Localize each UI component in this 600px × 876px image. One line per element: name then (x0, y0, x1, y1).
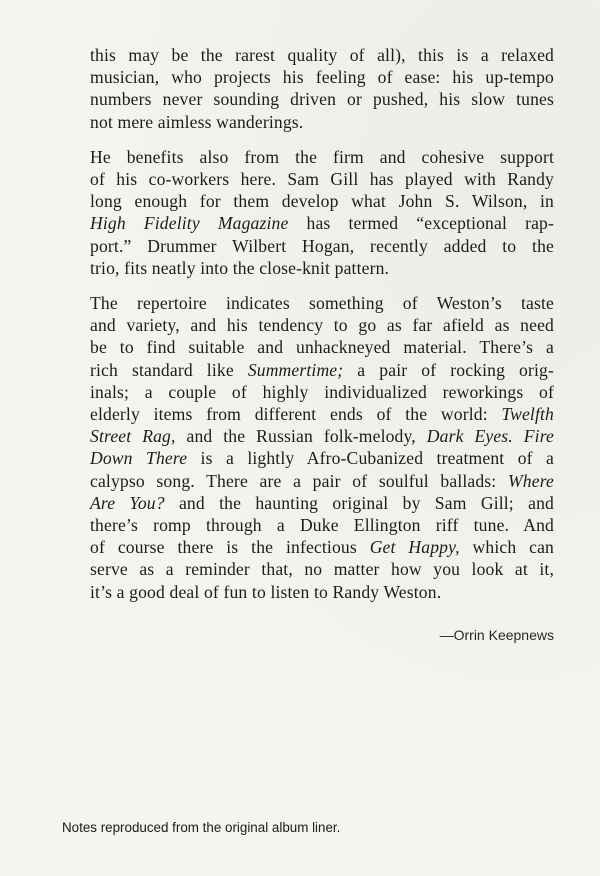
text-line: Street Rag, and the Russian folk-melody, Dark Eyes. Fire (90, 426, 555, 447)
text-line: not mere aimless wanderings. (90, 111, 304, 132)
liner-notes-body (90, 44, 554, 616)
text-line: there’s romp through a Duke Ellington riff tune. And (90, 515, 554, 536)
text-line: Are You? and the haunting original by Sam Gill; and (90, 492, 554, 513)
text-line: serve as a reminder that, no matter how you look at it, (90, 559, 554, 580)
text-line: be to find suitable and unhackneyed material. There’s a (90, 337, 554, 358)
text-line: calypso song. There are a pair of soulful ballads: Where (90, 470, 554, 491)
text-line: of his co-workers here. Sam Gill has played with Randy (90, 169, 554, 190)
text-line: Down There is a lightly Afro-Cubanized treatment of a (90, 448, 555, 469)
text-line: this may be the rarest quality of all), this is a relaxed (90, 45, 554, 65)
author-signature: —Orrin Keepnews (439, 627, 554, 643)
text-line: He benefits also from the firm and cohesive support (90, 146, 554, 167)
text-line: elderly items from different ends of the world: Twelfth (90, 404, 554, 425)
text-line: and variety, and his tendency to go as far afield as need (90, 315, 554, 336)
text-line: numbers never sounding driven or pushed, his slow tunes (90, 89, 554, 110)
text-line: trio, fits neatly into the close-knit pattern. (90, 257, 390, 278)
text-line: rich standard like Summertime; a pair of rocking orig- (90, 359, 554, 380)
text-line: The repertoire indicates something of Weston’s taste (90, 293, 554, 314)
text-line: it’s a good deal of fun to listen to Randy Weston. (90, 581, 442, 602)
text-line: long enough for them develop what John S. Wilson, in (90, 191, 554, 212)
text-line: port.” Drummer Wilbert Hogan, recently added to the (90, 235, 554, 256)
paragraph-1 (90, 44, 554, 133)
text-line: of course there is the infectious Get Happy, which can (90, 537, 554, 558)
text-line: inals; a couple of highly individualized reworkings of (90, 381, 554, 402)
reproduction-footnote: Notes reproduced from the original album liner. (62, 820, 341, 835)
text-line: musician, who projects his feeling of ease: his up-tempo (90, 67, 554, 88)
text-line: High Fidelity Magazine has termed “exceptional rap- (90, 213, 554, 234)
paragraph-3 (90, 292, 554, 603)
paragraph-2 (90, 146, 554, 279)
